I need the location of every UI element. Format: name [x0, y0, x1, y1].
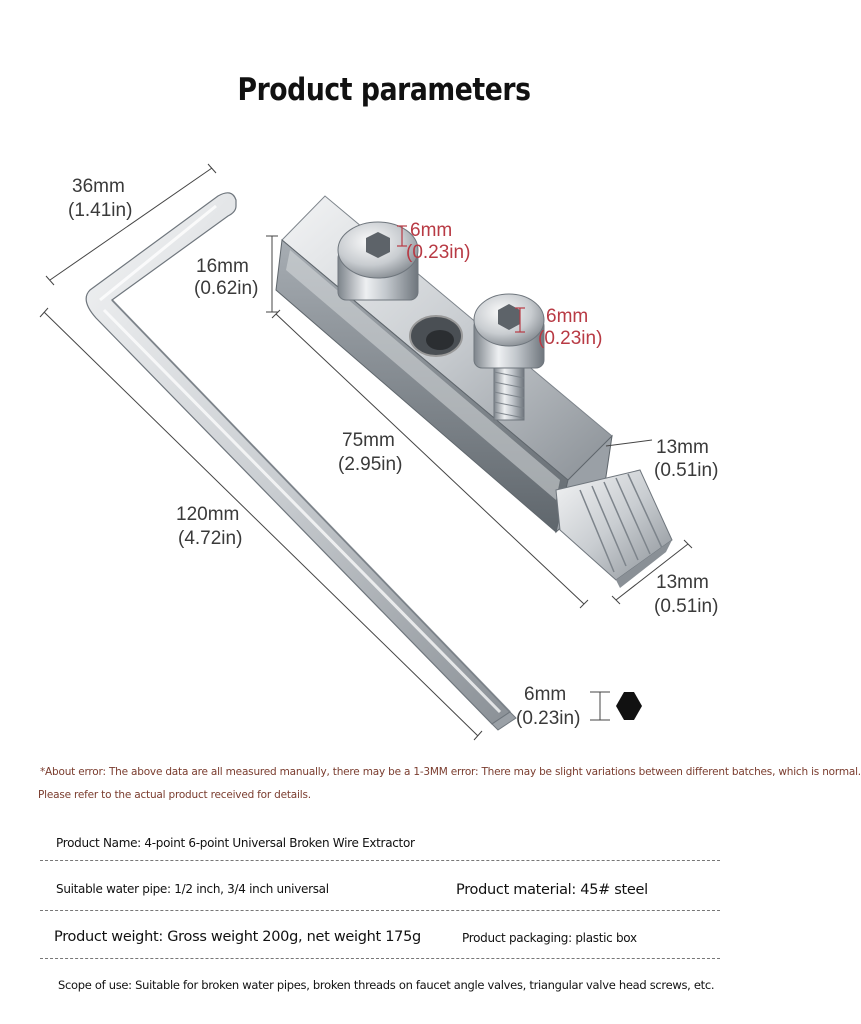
- divider: [40, 860, 720, 861]
- hex-key-long-in: (4.72in): [178, 528, 243, 549]
- spec-water-pipe: Suitable water pipe: 1/2 inch, 3/4 inch universal: [56, 882, 329, 896]
- hex-key-short-mm: 36mm: [72, 176, 125, 197]
- hex-key-short-in: (1.41in): [68, 200, 133, 221]
- body-height-in: (0.62in): [194, 278, 259, 299]
- tip-length-in: (0.51in): [654, 596, 719, 617]
- body-length-in: (2.95in): [338, 454, 403, 475]
- bolt-one-mm: 6mm: [410, 220, 453, 241]
- bolt-two-mm: 6mm: [546, 306, 589, 327]
- tip-length-mm: 13mm: [656, 572, 709, 593]
- tip-width-mm: 13mm: [656, 437, 709, 458]
- hex-key-size-in: (0.23in): [516, 708, 581, 729]
- body-length-mm: 75mm: [342, 430, 395, 451]
- hex-key-long-mm: 120mm: [176, 504, 240, 525]
- divider: [40, 958, 720, 959]
- hex-key-size-mm: 6mm: [524, 684, 567, 705]
- body-height-mm: 16mm: [196, 256, 249, 277]
- spec-material: Product material: 45# steel: [456, 882, 648, 898]
- bolt-one-in: (0.23in): [406, 242, 471, 263]
- spec-packaging: Product packaging: plastic box: [462, 931, 637, 945]
- spec-scope: Scope of use: Suitable for broken water pipes, broken threads on faucet angle valves, triangular valve head screws, etc.: [58, 978, 715, 992]
- page-title: Product parameters: [237, 72, 531, 108]
- bolt-two-in: (0.23in): [538, 328, 603, 349]
- error-note: *About error: The above data are all measured manually, there may be a 1-3MM error: There may be slight variations between different batches, which is normal.: [40, 766, 861, 778]
- spec-weight: Product weight: Gross weight 200g, net weight 175g: [54, 929, 421, 945]
- tip-width-in: (0.51in): [654, 460, 719, 481]
- spec-product-name: Product Name: 4-point 6-point Universal Broken Wire Extractor: [56, 836, 415, 850]
- refer-note: Please refer to the actual product received for details.: [38, 789, 311, 801]
- hex-section-icon: [616, 692, 642, 720]
- divider: [40, 910, 720, 911]
